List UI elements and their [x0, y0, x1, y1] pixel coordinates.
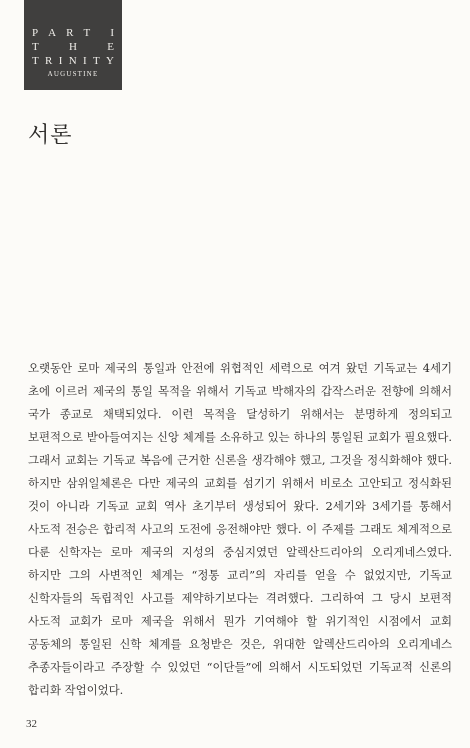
chapter-title: 서론 — [28, 123, 73, 148]
part-header-line-1: P A R T I — [32, 27, 114, 39]
part-header-block — [24, 0, 122, 90]
part-header-line-2: T H E — [32, 41, 114, 53]
part-header-author: AUGUSTINE — [47, 70, 99, 78]
page-number: 32 — [26, 718, 37, 730]
part-header-line-3: T R I N I T Y — [32, 55, 114, 67]
body-paragraph: 오랫동안 로마 제국의 통일과 안전에 위협적인 세력으로 여겨 왔던 기독교는 4세기 초에 이르러 제국의 통일 목적을 위해서 기독교 박해자의 갑작스러운 전향에 의해서 국가 종교로 채택되었다. 이런 목적을 달성하기 위해서는 분명하게 정의되고 보편적으로 받아들여지는 신앙 체계를 소유하고 있는 하나의 통일된 교회가 필요했다. 그래서 교회는 기독교 복음에 근거한 신론을 생각해야 했고, 그것을 정식화해야 했다. 하지만 삼위일체론은 다만 제국의 교회를 섬기기 위해서 비로소 고안되고 정식화된 것이 아니라 기독교 교회 역사 초기부터 생성되어 왔다. 2세기와 3세기를 통해서 사도적 전승은 합리적 사고의 도전에 응전해야만 했다. 이 주제를 그래도 체계적으로 다룬 신학자는 로마 제국의 지성의 중심지였던 알렉산드리아의 오리게네스였다. 하지만 그의 사변적인 체계는 “정통 교리”의 자리를 얻을 수 없었지만, 기독교 신학자들의 독립적인 사고를 제약하기보다는 격려했다. 그리하여 그 당시 보편적 사도적 교회가 로마 제국을 위해서 뭔가 기여해야 할 위기적인 시점에서 교회 공동체의 통일된 신학 체계를 요청받은 것은, 위대한 알렉산드리아의 오리게네스 추종자들이라고 주장할 수 있었던 “이단들”에 의해서 시도되었던 기독교적 신론의 합리화 작업이었다. — [28, 361, 452, 697]
